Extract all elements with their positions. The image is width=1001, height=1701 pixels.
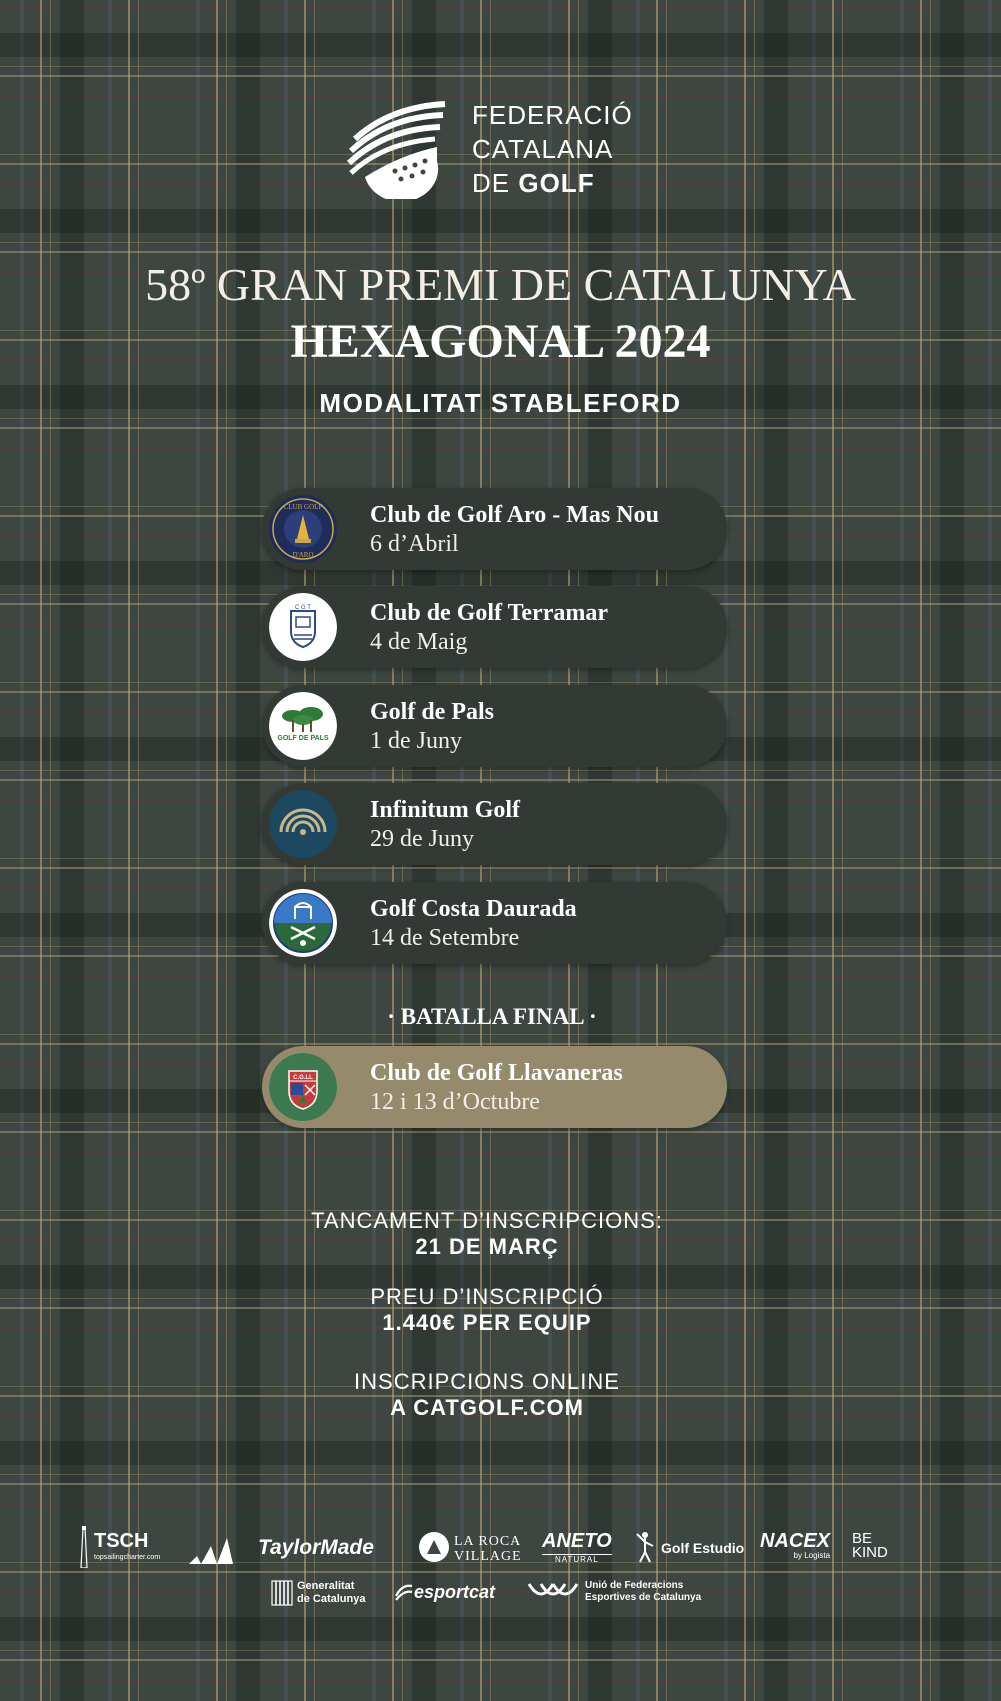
la-roca-line-2: VILLAGE — [454, 1549, 522, 1564]
tournament-subtitle: HEXAGONAL 2024 — [290, 315, 711, 368]
golf-de-pals-badge — [269, 692, 337, 760]
event-card-costa-daurada — [262, 882, 727, 964]
modality-label: MODALITAT STABLEFORD — [319, 388, 682, 418]
la-roca-line-1: LA ROCA — [454, 1534, 522, 1549]
logo-line-1: FEDERACIÓ — [472, 100, 633, 130]
event-name: Golf de Pals — [370, 699, 494, 725]
ufec-line-2: Esportives de Catalunya — [585, 1592, 702, 1603]
logo-wordmark — [472, 98, 633, 200]
aneto-wordmark: ANETO — [542, 1530, 612, 1552]
golf-ball-swoosh-icon — [345, 99, 450, 199]
esportcat-swirl-icon — [394, 1582, 414, 1602]
logo-line-2: CATALANA — [472, 134, 614, 164]
svg-text:CLUB GOLF: CLUB GOLF — [283, 503, 323, 511]
final-heading: · BATALLA FINAL · — [387, 1004, 597, 1029]
registration-online-label: INSCRIPCIONS ONLINE — [354, 1369, 620, 1394]
event-date: 12 i 13 d’Octubre — [370, 1089, 540, 1115]
registration-closing-label: TANCAMENT D’INSCRIPCIONS: — [311, 1208, 663, 1233]
club-golf-terramar-badge — [269, 593, 337, 661]
esportcat-wordmark: esportcat — [414, 1582, 496, 1602]
event-name: Golf Costa Daurada — [370, 896, 577, 922]
ufec-line-1: Unió de Federacions — [585, 1580, 684, 1591]
registration-price-value: 1.440€ PER EQUIP — [382, 1310, 592, 1335]
event-date: 4 de Maig — [370, 629, 468, 655]
logo-line-3 — [472, 166, 633, 200]
registration-closing-value: 21 DE MARÇ — [415, 1234, 559, 1259]
aneto-sub: NATURAL — [542, 1554, 612, 1564]
logo-line-3-prefix: DE — [472, 168, 511, 198]
event-name: Club de Golf Terramar — [370, 600, 608, 626]
club-golf-llavaneras-badge — [269, 1053, 337, 1121]
svg-text:C.G.LL: C.G.LL — [293, 1075, 313, 1081]
tsch-url: topsailingcharter.com — [94, 1554, 161, 1561]
event-card-terramar — [262, 586, 727, 668]
svg-text:C G T: C G T — [295, 605, 311, 611]
federation-logo — [345, 98, 633, 200]
nacex-logo — [760, 1530, 830, 1560]
event-name: Club de Golf Llavaneras — [370, 1060, 623, 1086]
registration-online-link[interactable]: A CATGOLF.COM — [390, 1395, 584, 1420]
la-roca-emblem-icon — [417, 1530, 451, 1564]
tsch-wordmark: TSCH — [94, 1530, 149, 1552]
adidas-stripes-icon — [187, 1536, 235, 1564]
event-name: Club de Golf Aro - Mas Nou — [370, 502, 659, 528]
event-date: 6 d’Abril — [370, 531, 459, 557]
golf-costa-daurada-badge — [269, 889, 337, 957]
adidas-logo — [187, 1536, 235, 1569]
registration-price — [0, 1284, 974, 1336]
event-card-aro — [262, 488, 727, 570]
registration-price-label: PREU D’INSCRIPCIÓ — [370, 1284, 604, 1309]
ufec-waves-icon — [527, 1580, 579, 1604]
aneto-logo — [542, 1530, 612, 1564]
club-golf-aro-badge — [269, 495, 337, 563]
be-kind-line-2: KIND — [852, 1544, 888, 1561]
event-date: 29 de Juny — [370, 826, 474, 852]
nacex-sub: by Logista — [793, 1551, 831, 1560]
svg-text:GOLF DE PALS: GOLF DE PALS — [277, 735, 329, 742]
svg-text:D'ARO: D'ARO — [292, 551, 314, 559]
infinitum-golf-badge — [269, 790, 337, 858]
event-date: 14 de Setembre — [370, 925, 520, 951]
taylormade-logo: TaylorMade — [258, 1536, 374, 1559]
event-date: 1 de Juny — [370, 728, 462, 754]
generalitat-line-1: Generalitat — [297, 1580, 355, 1592]
event-card-pals — [262, 685, 727, 767]
event-card-infinitum — [262, 783, 727, 865]
event-name: Infinitum Golf — [370, 797, 521, 823]
be-kind-line-1: BE — [852, 1530, 873, 1547]
event-card-final-llavaneras — [262, 1046, 727, 1128]
lighthouse-icon — [78, 1524, 90, 1568]
be-kind-logo — [852, 1532, 888, 1560]
registration-online — [0, 1369, 974, 1421]
generalitat-line-2: de Catalunya — [297, 1593, 366, 1605]
registration-closing — [0, 1208, 974, 1260]
senyera-icon — [271, 1580, 293, 1606]
golf-estudio-wordmark: Golf Estudio — [661, 1540, 745, 1556]
nacex-wordmark: NACEX — [760, 1530, 831, 1552]
tournament-title: 58º GRAN PREMI DE CATALUNYA — [145, 259, 856, 310]
golfer-icon — [633, 1530, 657, 1564]
logo-line-3-bold: GOLF — [518, 168, 595, 198]
